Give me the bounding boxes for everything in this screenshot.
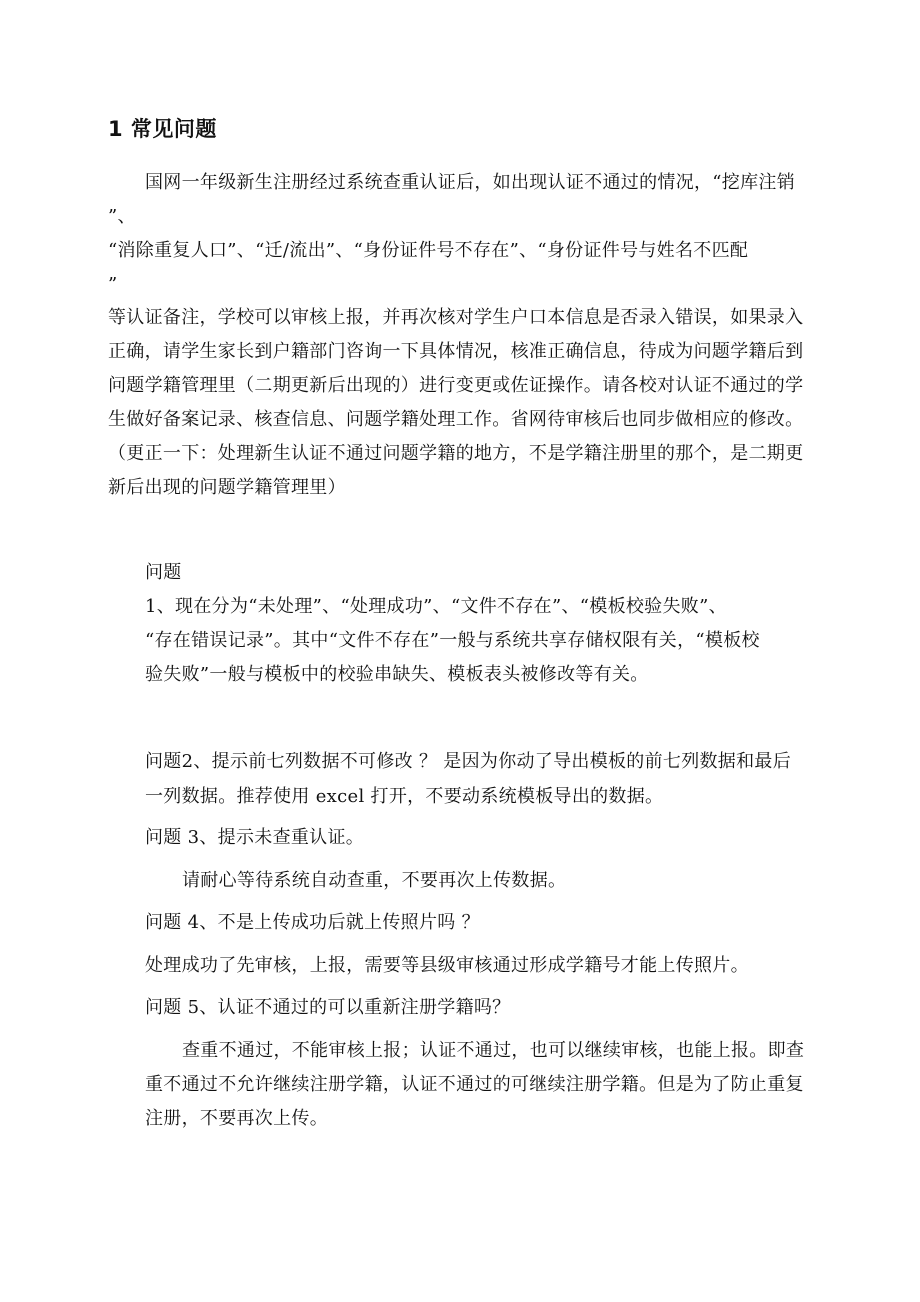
intro-line-2: ”、 [108,206,136,227]
q5-question: 问题 5、认证不通过的可以重新注册学籍吗？ [145,997,511,1018]
intro-line-8: 生做好备案记录、核查信息、问题学籍处理工作。省网待审核后也同步做相应的修改。 [108,409,804,430]
intro-line-4: ” [108,274,118,295]
q1-heading: 问题 [145,562,182,583]
q5-answer-line-3: 注册，不要再次上传。 [145,1108,328,1129]
intro-line-3: “消除重复人口”、“迁/流出”、“身份证件号不存在”、“身份证件号与姓名不匹配 [108,240,749,261]
intro-line-10: 新后出现的问题学籍管理里） [108,477,346,498]
q1-line-2: “存在错误记录”。其中“文件不存在”一般与系统共享存储权限有关，“模板校 [145,630,760,651]
intro-line-1: 国网一年级新生注册经过系统查重认证后，如出现认证不通过的情况，“挖库注销 [145,172,795,193]
q5-answer-line-1: 查重不通过，不能审核上报；认证不通过，也可以继续审核，也能上报。即查 [182,1040,805,1061]
section-title: 1 常见问题 [108,117,217,141]
intro-line-7: 问题学籍管理里（二期更新后出现的）进行变更或佐证操作。请各校对认证不通过的学 [108,375,804,396]
q1-line-3: 验失败”一般与模板中的校验串缺失、模板表头被修改等有关。 [145,664,649,685]
q5-answer-line-2: 重不通过不允许继续注册学籍，认证不通过的可继续注册学籍。但是为了防止重复 [145,1074,804,1095]
q2-line-2: 一列数据。推荐使用 excel 打开，不要动系统模板导出的数据。 [145,786,664,807]
intro-line-9: （更正一下：处理新生认证不通过问题学籍的地方，不是学籍注册里的那个，是二期更 [108,443,804,464]
intro-line-5: 等认证备注，学校可以审核上报，并再次核对学生户口本信息是否录入错误，如果录入 [108,307,804,328]
intro-line-6: 正确，请学生家长到户籍部门咨询一下具体情况，核准正确信息，待成为问题学籍后到 [108,341,804,362]
q2-line-1: 问题2、提示前七列数据不可修改 ？ 是因为你动了导出模板的前七列数据和最后 [145,751,791,772]
q3-answer: 请耐心等待系统自动查重，不要再次上传数据。 [182,870,567,891]
q1-line-1: 1、现在分为“未处理”、“处理成功”、“文件不存在”、“模板校验失败”、 [145,596,727,617]
q4-answer: 处理成功了先审核，上报，需要等县级审核通过形成学籍号才能上传照片。 [145,955,749,976]
q3-question: 问题 3、提示未查重认证。 [145,827,365,848]
q4-question: 问题 4、不是上传成功后就上传照片吗 ？ [145,912,480,933]
